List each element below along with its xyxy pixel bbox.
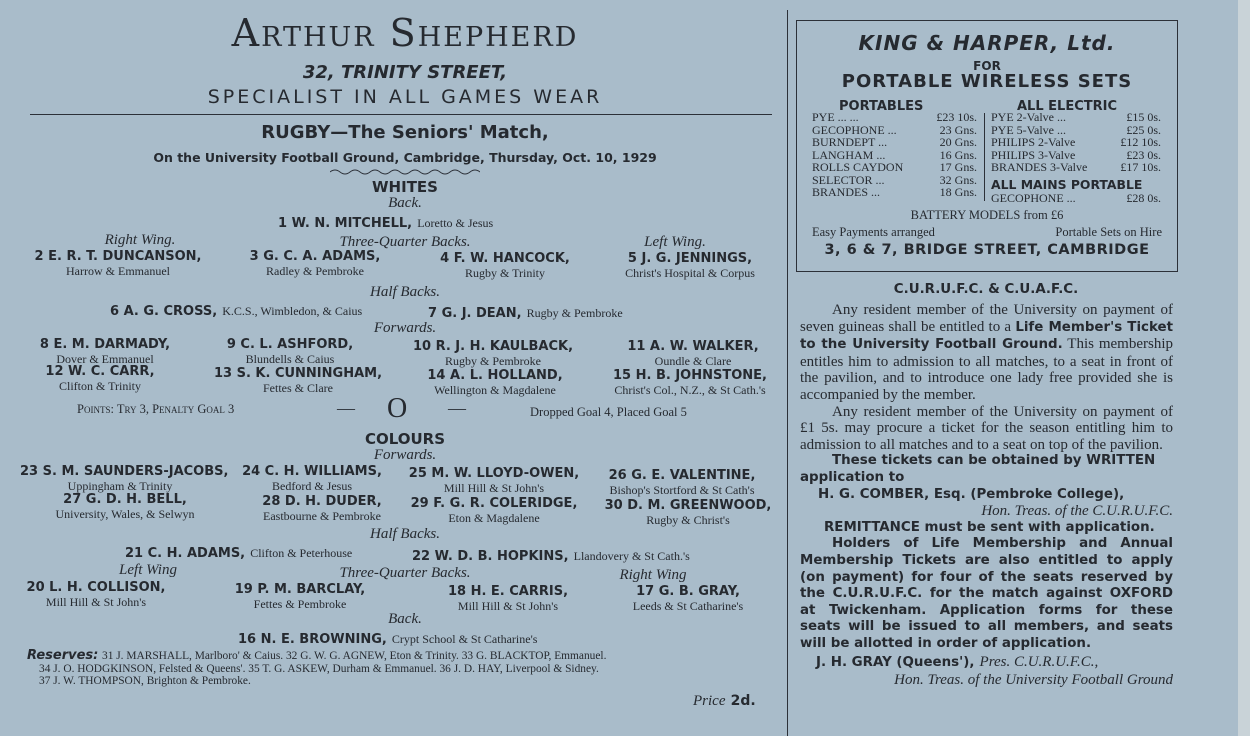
- colours-half-backs-label: Half Backs.: [370, 526, 440, 542]
- advert-price: 32 Gns.: [939, 172, 977, 187]
- player-name: 9 C. L. ASHFORD,: [226, 337, 354, 352]
- notice-contact-name: H. G. COMBER, Esq. (Pembroke College),: [818, 486, 1125, 502]
- player-name: 5 J. G. JENNINGS,: [627, 251, 753, 266]
- player-club: Crypt School & St Catharine's: [391, 632, 538, 646]
- advert-model: GECOPHONE ...: [991, 190, 1076, 205]
- match-title: RUGBY—The Seniors' Match,: [261, 122, 549, 143]
- whites-three-quarter-player: [405, 251, 605, 281]
- advert-battery: BATTERY MODELS from £6: [910, 208, 1064, 222]
- advert-all-electric-list: [991, 111, 1161, 204]
- player-club: Leeds & St Catharine's: [632, 599, 744, 613]
- player-name: 11 A. W. WALKER,: [627, 339, 759, 354]
- player-name: 24 C. H. WILLIAMS,: [242, 464, 382, 479]
- colours-forward: [25, 492, 225, 522]
- whites-forward: [393, 339, 593, 369]
- player-club: Wellington & Magdalene: [434, 383, 556, 397]
- player-name: 30 D. M. GREENWOOD,: [604, 498, 772, 513]
- colours-three-quarter-player: [0, 580, 196, 610]
- whites-back-label: Back.: [388, 195, 422, 211]
- whites-half-back: [110, 300, 362, 319]
- notice-body: [800, 302, 1173, 689]
- advert-model: PYE 2-Valve ...: [991, 110, 1066, 124]
- colours-team-name: COLOURS: [364, 430, 446, 448]
- colours-forwards-label: Forwards.: [373, 447, 437, 463]
- player-name: 3 G. C. A. ADAMS,: [249, 249, 381, 264]
- player-name: 17 G. B. GRAY,: [636, 584, 740, 599]
- whites-three-quarter-player: [215, 249, 415, 279]
- player-club: Eastbourne & Pembroke: [263, 509, 381, 523]
- notice-signature: [800, 652, 1173, 672]
- whites-three-quarter-player: [18, 249, 218, 279]
- notice-signature-name: J. H. GRAY (Queens'),: [816, 655, 975, 671]
- player-club: Radley & Pembroke: [266, 264, 364, 278]
- player-club: Christ's Col., N.Z., & St Cath.'s: [614, 383, 766, 397]
- notice-paragraph: Holders of Life Membership and Annual Membership Tickets are also entitled to apply (on payment) for four of the seats reserved by the C.U.R.U.F.C. for the match against OXFORD at Twickenham. Application forms for these seats will be issued to all members, and seats will be allotted in order of application.: [800, 536, 1173, 651]
- advert-model: PYE ... ...: [812, 110, 859, 124]
- colours-forward: [394, 496, 594, 526]
- colours-forward: [212, 464, 412, 494]
- wavy-rule: [330, 168, 480, 176]
- whites-forward: [190, 337, 390, 367]
- player-name: 16 N. E. BROWNING,: [238, 632, 387, 647]
- advert-hire: Portable Sets on Hire: [1055, 225, 1162, 239]
- player-club: Loretto & Jesus: [417, 216, 494, 230]
- shop-tagline: SPECIALIST IN ALL GAMES WEAR: [207, 86, 603, 108]
- player-name: 4 F. W. HANCOCK,: [440, 251, 570, 266]
- shop-address: 32, TRINITY STREET,: [302, 62, 508, 83]
- player-name: 27 G. D. H. BELL,: [63, 492, 187, 507]
- player-name: 18 H. E. CARRIS,: [447, 584, 569, 599]
- advert-price: 20 Gns.: [939, 135, 977, 149]
- reserves-line: 34 J. O. HODGKINSON, Felsted & Queens'. 35 T. G. ASKEW, Durham & Emmanuel. 36 J. D. HAY, Liverpool & Sidney.: [39, 662, 599, 675]
- advert-model: LANGHAM ...: [812, 147, 886, 162]
- player-club: Bedford & Jesus: [272, 479, 352, 493]
- player-name: 7 G. J. DEAN,: [428, 306, 522, 321]
- player-name: 22 W. D. B. HOPKINS,: [412, 549, 569, 564]
- advert-model: BURNDEPT ...: [812, 135, 888, 149]
- notice-title: C.U.R.U.F.C. & C.U.A.F.C.: [893, 282, 1079, 297]
- whites-three-quarters-label: Three-Quarter Backs.: [339, 234, 471, 250]
- player-club: Blundells & Caius: [245, 352, 335, 366]
- advert-row: [991, 192, 1161, 205]
- match-venue: On the University Football Ground, Cambridge, Thursday, Oct. 10, 1929: [153, 150, 657, 165]
- player-club: Christ's Hospital & Corpus: [625, 266, 755, 280]
- whites-forward: [5, 337, 205, 367]
- price-value: 2d.: [730, 693, 756, 709]
- advert-company: KING & HARPER, Ltd.: [858, 31, 1116, 55]
- player-club: Dover & Emmanuel: [56, 352, 154, 366]
- advert-mains-label: ALL MAINS PORTABLE: [991, 176, 1143, 192]
- player-club: Mill Hill & St John's: [457, 599, 559, 613]
- advert-price: £15 0s.: [1126, 110, 1161, 124]
- player-name: 14 A. L. HOLLAND,: [427, 368, 563, 383]
- player-name: 8 E. M. DARMADY,: [39, 337, 171, 352]
- player-club: Rugby & Pembroke: [526, 306, 623, 320]
- whites-half-back: [428, 302, 623, 321]
- colours-three-quarter-player: [408, 584, 608, 614]
- advert-price: £25 0s.: [1126, 122, 1161, 137]
- player-name: 21 C. H. ADAMS,: [125, 546, 246, 561]
- advert-address: 3, 6 & 7, BRIDGE STREET, CAMBRIDGE: [824, 242, 1150, 258]
- header-divider: [30, 114, 772, 115]
- colours-three-quarters-label: Three-Quarter Backs.: [339, 565, 471, 581]
- notice-paragraph: These tickets can be obtained by WRITTEN application to: [800, 453, 1156, 485]
- player-name: 13 S. K. CUNNINGHAM,: [213, 366, 383, 381]
- reserves-line: 37 J. W. THOMPSON, Brighton & Pembroke.: [39, 675, 251, 687]
- whites-left-wing-label: Left Wing.: [644, 234, 706, 250]
- player-name: 12 W. C. CARR,: [45, 364, 155, 379]
- notice-contact-title: Hon. Treas. of the C.U.R.U.F.C.: [981, 503, 1173, 520]
- whites-three-quarter-player: [590, 251, 790, 281]
- advert-price: 23 Gns.: [939, 122, 977, 137]
- player-name: 2 E. R. T. DUNCANSON,: [34, 249, 202, 264]
- whites-forward: [395, 368, 595, 398]
- player-club: Clifton & Peterhouse: [250, 546, 353, 560]
- advert-table-divider: [984, 113, 985, 201]
- advert-price: 17 Gns.: [939, 160, 977, 174]
- whites-team-name: WHITES: [372, 178, 438, 196]
- advert-easy-payments: Easy Payments arranged: [812, 225, 935, 239]
- advert-row: [991, 161, 1161, 174]
- colours-three-quarter-player: [200, 582, 400, 612]
- player-name: 23 S. M. SAUNDERS-JACOBS,: [20, 464, 229, 479]
- player-name: 19 P. M. BARCLAY,: [234, 582, 366, 597]
- advert-model: ROLLS CAYDON: [812, 160, 904, 174]
- advert-price: 18 Gns.: [939, 185, 977, 199]
- advert-box: [796, 20, 1178, 272]
- advert-price: £12 10s.: [1120, 135, 1161, 149]
- player-club: Eton & Magdalene: [448, 511, 540, 525]
- player-club: Clifton & Trinity: [58, 379, 142, 393]
- player-club: Llandovery & St Cath.'s: [573, 549, 690, 563]
- whites-half-backs-label: Half Backs.: [370, 284, 440, 300]
- whites-forward: [590, 368, 790, 398]
- player-club: Oundle & Clare: [654, 354, 732, 368]
- player-club: Rugby & Pembroke: [445, 354, 541, 368]
- notice-paragraph: Any resident member of the University on payment of £1 5s. may procure a ticket for the season entitling him to admission to all matches and to a seat on top of the pavilion.: [800, 403, 1173, 453]
- reserves-block: [27, 649, 606, 688]
- player-club: Uppingham & Trinity: [67, 479, 173, 493]
- price: [693, 690, 756, 710]
- column-divider: [787, 10, 788, 736]
- advert-headline: PORTABLE WIRELESS SETS: [841, 71, 1133, 92]
- advert-model: PHILIPS 2-Valve: [991, 135, 1076, 149]
- advert-price: £23 0s.: [1126, 147, 1161, 162]
- advert-portables-label: PORTABLES: [839, 99, 924, 114]
- colours-forward: [20, 464, 229, 494]
- player-club: Mill Hill & St John's: [443, 481, 545, 495]
- colours-right-wing-label: Right Wing: [619, 567, 687, 583]
- player-name: 29 F. G. R. COLERIDGE,: [410, 496, 578, 511]
- player-name: 1 W. N. MITCHELL,: [278, 216, 413, 231]
- advert-model: PYE 5-Valve ...: [991, 122, 1066, 137]
- player-name: 6 A. G. CROSS,: [110, 304, 218, 319]
- colours-left-wing-label: Left Wing: [119, 562, 177, 578]
- player-name: 15 H. B. JOHNSTONE,: [613, 368, 767, 383]
- player-club: Bishop's Stortford & St Cath's: [609, 483, 755, 497]
- advert-row: [812, 136, 977, 149]
- colours-forward: [394, 466, 594, 496]
- advert-all-electric-label: ALL ELECTRIC: [1017, 99, 1117, 114]
- player-club: Harrow & Emmanuel: [66, 264, 170, 278]
- player-club: Mill Hill & St John's: [45, 595, 147, 609]
- advert-price: 16 Gns.: [939, 147, 977, 162]
- player-club: Rugby & Christ's: [646, 513, 730, 527]
- notice-signature-title: Hon. Treas. of the University Football Ground: [894, 672, 1173, 689]
- colours-back: [238, 628, 537, 647]
- advert-price: £28 0s.: [1126, 190, 1161, 205]
- reserves-line: 31 J. MARSHALL, Marlboro' & Caius. 32 G. W. G. AGNEW, Eton & Trinity. 33 G. BLACKTOP, Emmanuel.: [102, 650, 607, 662]
- advert-model: BRANDES 3-Valve: [991, 160, 1088, 174]
- advert-portables-list: [812, 111, 977, 199]
- advert-model: BRANDES ...: [812, 185, 881, 199]
- advert-for: FOR: [973, 59, 1001, 73]
- whites-forwards-label: Forwards.: [373, 320, 437, 336]
- notice-signature-role: Pres. C.U.R.U.F.C.,: [979, 654, 1099, 671]
- player-club: University, Wales, & Selwyn: [55, 507, 195, 521]
- advert-row: [991, 136, 1161, 149]
- player-club: Fettes & Clare: [263, 381, 333, 395]
- colours-forward: [588, 498, 788, 528]
- advert-row: [812, 111, 977, 124]
- advert-model: PHILIPS 3-Valve: [991, 147, 1076, 162]
- colours-forward: [582, 468, 782, 498]
- notice-text: This membership entitles him to admission to all matches, to a seat in front of the pavilion, and to introduce one lady free provided she is accompanied by the member.: [800, 336, 1173, 403]
- whites-forward: [198, 366, 398, 396]
- whites-forward: [593, 339, 793, 369]
- advert-model: GECOPHONE ...: [812, 122, 897, 137]
- colours-forward: [222, 494, 422, 524]
- points-left: Points: Try 3, Penalty Goal 3: [77, 402, 235, 416]
- whites-right-wing-label: Right Wing.: [104, 232, 176, 248]
- notice-emphasis: Life Member's Ticket to the University Football Ground.: [800, 319, 1173, 353]
- notice-paragraph: [800, 302, 1173, 404]
- advert-price: £17 10s.: [1120, 160, 1161, 174]
- advert-row: [812, 186, 977, 199]
- player-name: 10 R. J. H. KAULBACK,: [412, 339, 574, 354]
- whites-forward: [0, 364, 200, 394]
- player-name: 28 D. H. DUDER,: [262, 494, 382, 509]
- advert-price: £23 10s.: [936, 110, 977, 124]
- colours-three-quarter-player: [588, 584, 788, 614]
- advert-row: [991, 111, 1161, 124]
- advert-row: [812, 161, 977, 174]
- points-dash-left: —: [337, 398, 355, 418]
- shop-name: Arthur Shepherd: [231, 11, 579, 55]
- points-dash-right: —: [448, 398, 466, 418]
- notice-remittance: REMITTANCE must be sent with application.: [824, 519, 1155, 535]
- player-club: Fettes & Pembroke: [253, 597, 347, 611]
- colours-back-label: Back.: [388, 611, 422, 627]
- advert-model: SELECTOR ...: [812, 172, 885, 187]
- price-label: Price: [693, 693, 726, 709]
- points-right: Dropped Goal 4, Placed Goal 5: [530, 405, 687, 419]
- points-circle: O: [387, 393, 408, 424]
- colours-half-back: [125, 542, 352, 561]
- player-name: 25 M. W. LLOYD-OWEN,: [408, 466, 580, 481]
- colours-half-back: [412, 545, 690, 564]
- whites-back: [278, 212, 493, 231]
- notice-text: Any resident member of the University on payment of seven guineas shall be entitled to a: [800, 302, 1173, 335]
- reserves-label: Reserves:: [27, 648, 99, 663]
- player-name: 26 G. E. VALENTINE,: [608, 468, 756, 483]
- player-name: 20 L. H. COLLISON,: [26, 580, 166, 595]
- player-club: K.C.S., Wimbledon, & Caius: [222, 304, 363, 318]
- player-club: Rugby & Trinity: [464, 266, 546, 280]
